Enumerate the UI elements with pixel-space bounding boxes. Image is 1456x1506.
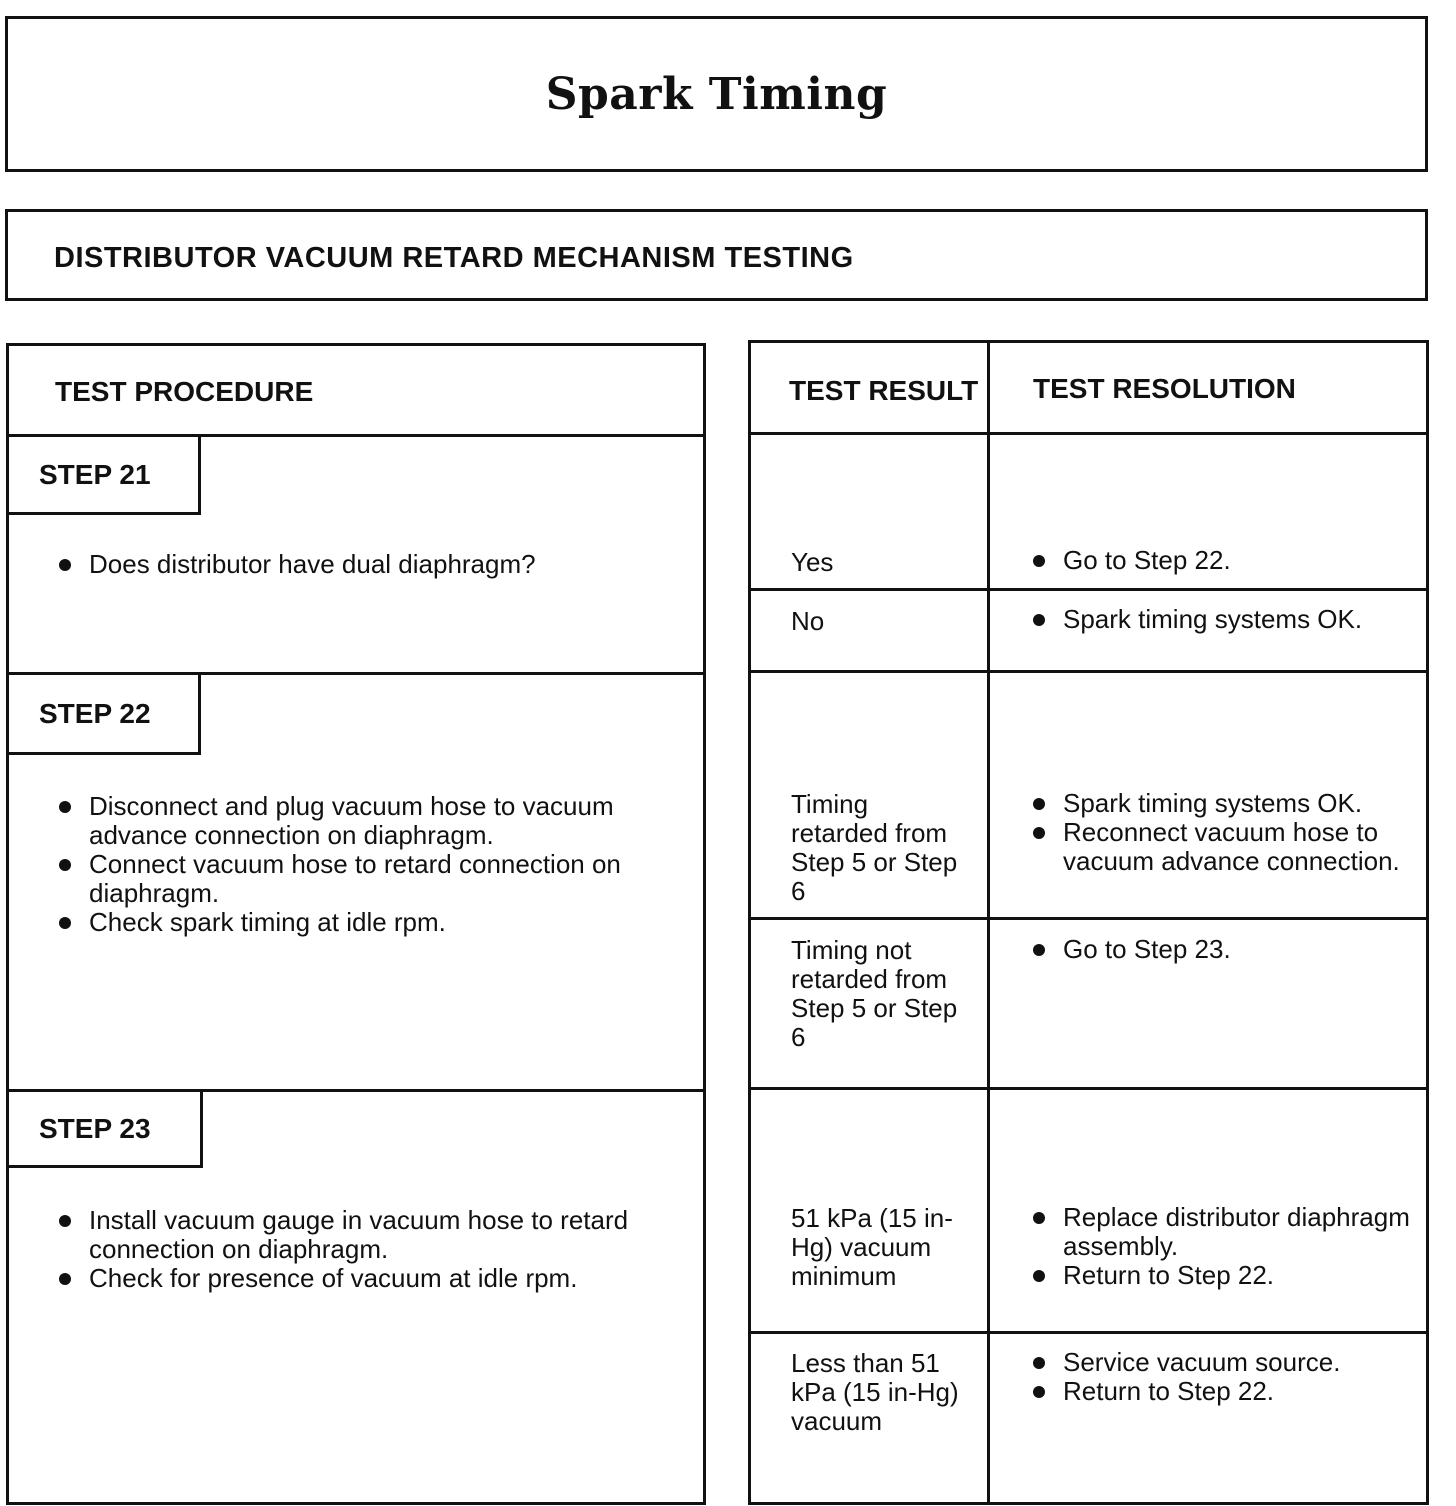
list-item: Replace distributor diaphragm assembly. <box>1031 1203 1416 1261</box>
list-item: Service vacuum source. <box>1031 1348 1416 1377</box>
step-21-resolution-2 <box>1031 605 1416 634</box>
step-22-result-divider <box>751 917 1426 920</box>
result-header-divider <box>751 432 1426 435</box>
list-item: Go to Step 22. <box>1031 546 1416 575</box>
step-22-result-2: Timing not retarded from Step 5 or Step 6 <box>791 935 958 1052</box>
step-21-result-2: No <box>791 606 825 636</box>
list-item: Spark timing systems OK. <box>1031 789 1416 818</box>
list-item: Return to Step 22. <box>1031 1261 1416 1290</box>
resolution-header: TEST RESOLUTION <box>1033 373 1296 404</box>
step-23-result-1: 51 kPa (15 in-Hg) vacuum minimum <box>791 1203 953 1291</box>
section-title: DISTRIBUTOR VACUUM RETARD MECHANISM TESTING <box>54 242 854 274</box>
step-21-label: STEP 21 <box>9 437 201 515</box>
step-23-procedure <box>57 1206 657 1293</box>
step-22-result-1: Timing retarded from Step 5 or Step 6 <box>791 789 958 906</box>
step-23-result-divider <box>751 1331 1426 1334</box>
list-item: Go to Step 23. <box>1031 935 1416 964</box>
section-header-box <box>5 209 1428 301</box>
step-22-procedure <box>57 792 657 937</box>
step-22-resolution-2 <box>1031 935 1416 964</box>
step-21-resolution-1 <box>1031 546 1416 575</box>
result-header: TEST RESULT <box>789 375 979 406</box>
step-22-label: STEP 22 <box>9 675 201 755</box>
step-22-resolution-1 <box>1031 789 1416 876</box>
list-item: Does distributor have dual diaphragm? <box>57 550 677 579</box>
list-item: Check for presence of vacuum at idle rpm. <box>57 1264 657 1293</box>
procedure-header: TEST PROCEDURE <box>55 376 314 407</box>
step-21-result-1: Yes <box>791 547 834 577</box>
step-23-label: STEP 23 <box>9 1092 203 1168</box>
list-item: Spark timing systems OK. <box>1031 605 1416 634</box>
step-21-bottom-divider <box>751 670 1426 673</box>
step-21-result-divider <box>751 588 1426 591</box>
list-item: Install vacuum gauge in vacuum hose to retard connection on diaphragm. <box>57 1206 657 1264</box>
list-item: Reconnect vacuum hose to vacuum advance connection. <box>1031 818 1416 876</box>
step-23-result-2: Less than 51 kPa (15 in-Hg) vacuum <box>791 1348 959 1436</box>
result-table <box>748 340 1429 1505</box>
list-item: Check spark timing at idle rpm. <box>57 908 657 937</box>
list-item: Return to Step 22. <box>1031 1377 1416 1406</box>
procedure-table <box>6 343 706 1505</box>
list-item: Disconnect and plug vacuum hose to vacuum advance connection on diaphragm. <box>57 792 657 850</box>
title-box <box>5 16 1428 172</box>
step-22-bottom-divider <box>751 1087 1426 1090</box>
step-21-procedure <box>57 550 677 579</box>
step-23-resolution-1 <box>1031 1203 1416 1290</box>
page-title: Spark Timing <box>545 68 888 120</box>
list-item: Connect vacuum hose to retard connection on diaphragm. <box>57 850 657 908</box>
step-23-resolution-2 <box>1031 1348 1416 1406</box>
column-divider <box>987 343 990 1502</box>
